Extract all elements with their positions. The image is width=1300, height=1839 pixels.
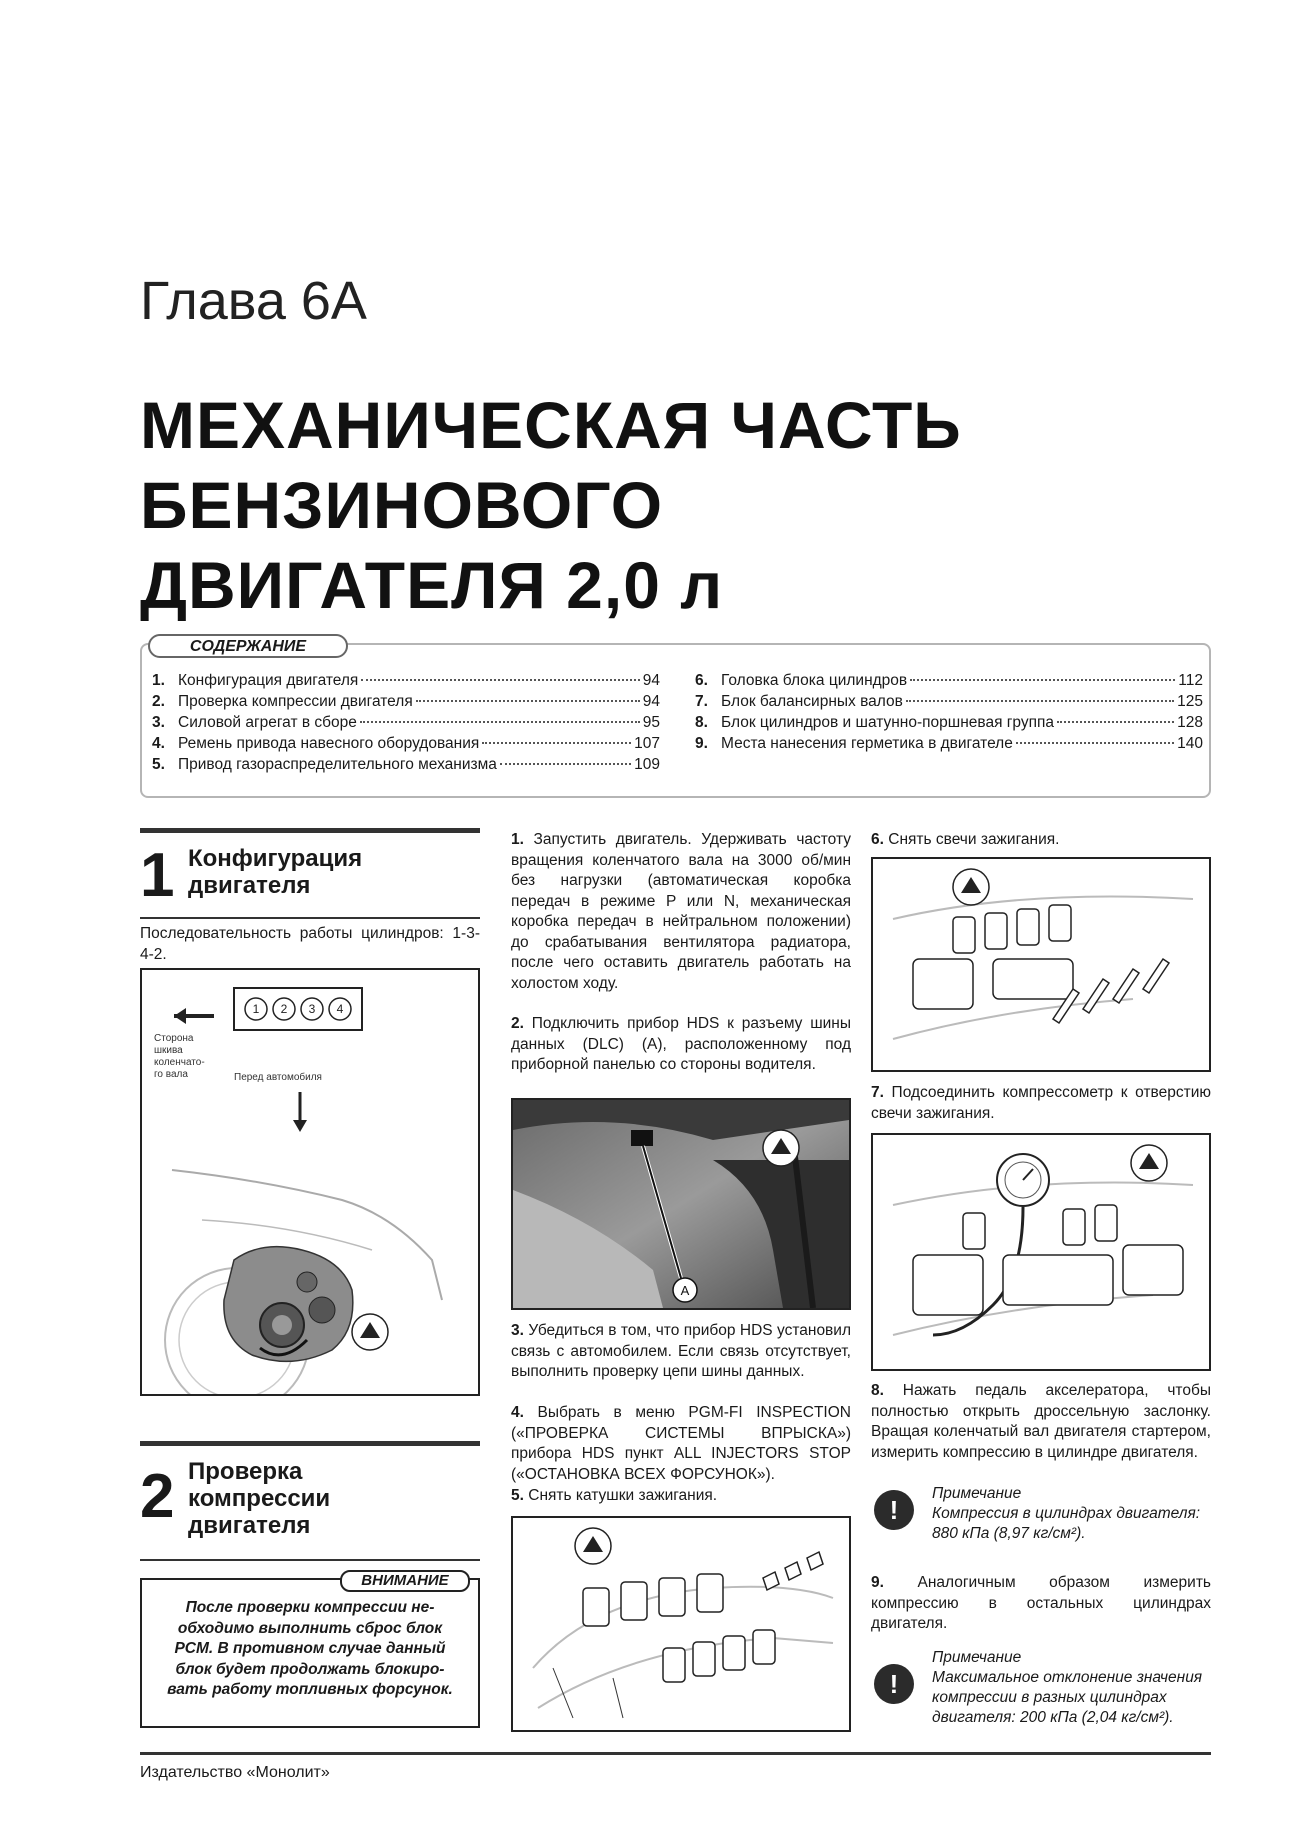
toc-item[interactable]: 1. Конфигурация двигателя 94: [152, 672, 660, 689]
toc-right-column: [695, 670, 1203, 754]
section-1-title: Конфигурация двигателя: [188, 845, 363, 899]
cylinder-label: 4: [336, 1002, 344, 1016]
toc-item[interactable]: 9. Места нанесения герметика в двигателе 140: [695, 735, 1203, 752]
note-1: [874, 1484, 1211, 1554]
footer-rule: [140, 1752, 1211, 1755]
step-1: 1. Запустить двигатель. Удерживать частоту вращения коленчатого вала на 3000 об/мин без нагрузки (автоматическая коробка передач в режиме P или N, механическая коробка передач в нейтральном положении) до срабатывания вентилятора радиатора, после чего оставить двигатель работать на холостом ходу.: [511, 831, 851, 992]
svg-text:го вала: го вала: [154, 1069, 188, 1080]
note-2-label: Примечание: [932, 1649, 1022, 1666]
note-2-text: Максимальное отклонение значения компрессии в разных цилиндрах двигателя: 200 кПа (2,04 кг/см²).: [932, 1669, 1203, 1726]
section-2-title: Проверка компрессии двигателя: [188, 1458, 331, 1539]
engine-config-figure: [140, 968, 480, 1396]
toc-left-column: [152, 670, 660, 775]
toc-item[interactable]: 3. Силовой агрегат в сборе 95: [152, 714, 660, 731]
step-7: 7. Подсоединить компрессометр к отверстию свечи зажигания.: [871, 1084, 1211, 1122]
toc-item[interactable]: 8. Блок цилиндров и шатунно-поршневая группа 128: [695, 714, 1203, 731]
step-2: 2. Подключить прибор HDS к разъему шины данных (DLC) (A), расположенному под приборной панелью со стороны водителя.: [511, 1015, 851, 1073]
callout-a: A: [680, 1283, 690, 1298]
section-1-number: 1: [140, 841, 175, 910]
info-icon: !: [874, 1490, 914, 1530]
section-2-number: 2: [140, 1462, 175, 1531]
toc-label: СОДЕРЖАНИЕ: [148, 634, 348, 658]
section-1-header: [140, 828, 480, 919]
title-line-1: МЕХАНИЧЕСКАЯ ЧАСТЬ: [140, 388, 962, 462]
dlc-connector-photo: [511, 1098, 851, 1310]
cylinder-label: 3: [308, 1002, 316, 1016]
warning-text: После проверки компрессии не- обходимо выполнить сброс блок PCM. В противном случае данный блок будет продолжать блокиро- вать работу топливных форсунок.: [167, 1599, 453, 1698]
figure-label-front: Перед автомобиля: [234, 1072, 322, 1083]
title-line-2: БЕНЗИНОВОГО: [140, 468, 664, 542]
step-8: 8. Нажать педаль акселератора, чтобы полностью открыть дроссельную заслонку. Вращая коленчатый вал двигателя стартером, измерить компрессию в цилиндре двигателя.: [871, 1382, 1211, 1461]
chapter-label: Глава 6А: [140, 271, 367, 331]
warning-label: ВНИМАНИЕ: [340, 1570, 470, 1592]
note-1-label: Примечание: [932, 1485, 1022, 1502]
toc-item[interactable]: 4. Ремень привода навесного оборудования 107: [152, 735, 660, 752]
cylinder-label: 1: [252, 1002, 260, 1016]
section-1-text: Последовательность работы цилиндров: 1-3-4-2.: [140, 925, 480, 963]
info-icon: !: [874, 1664, 914, 1704]
svg-text:коленчато-: коленчато-: [154, 1057, 205, 1068]
title-line-3: ДВИГАТЕЛЯ 2,0 л: [140, 548, 724, 622]
page-title: [140, 385, 962, 625]
step-6: 6. Снять свечи зажигания.: [871, 831, 1060, 848]
step-4: 4. Выбрать в меню PGM-FI INSPECTION («ПРОВЕРКА СИСТЕМЫ ВПРЫСКА») прибора HDS пункт ALL INJECTORS STOP («ОСТАНОВКА ВСЕХ ФОРСУНОК»).: [511, 1404, 851, 1483]
section-2-header: [140, 1441, 480, 1561]
note-2: [874, 1648, 1211, 1738]
compression-gauge-figure: [871, 1133, 1211, 1371]
toc-item[interactable]: 2. Проверка компрессии двигателя 94: [152, 693, 660, 710]
ignition-coils-figure: [511, 1516, 851, 1732]
publisher-footer: Издательство «Монолит»: [140, 1764, 330, 1781]
toc-item[interactable]: 6. Головка блока цилиндров 112: [695, 672, 1203, 689]
step-5: 5. Снять катушки зажигания.: [511, 1487, 718, 1504]
svg-text:шкива: шкива: [154, 1045, 183, 1056]
toc-item[interactable]: 7. Блок балансирных валов 125: [695, 693, 1203, 710]
cylinder-label: 2: [280, 1002, 288, 1016]
step-3: 3. Убедиться в том, что прибор HDS установил связь с автомобилем. Если связь отсутствует, выполнить проверку цепи шины данных.: [511, 1322, 851, 1380]
step-9: 9. Аналогичным образом измерить компрессию в остальных цилиндрах двигателя.: [871, 1574, 1211, 1632]
spark-plugs-figure: [871, 857, 1211, 1072]
note-1-text: Компрессия в цилиндрах двигателя: 880 кПа (8,97 кг/см²).: [932, 1505, 1201, 1542]
toc-item[interactable]: 5. Привод газораспределительного механизма 109: [152, 756, 660, 773]
figure-label-side: Сторона: [154, 1033, 194, 1044]
